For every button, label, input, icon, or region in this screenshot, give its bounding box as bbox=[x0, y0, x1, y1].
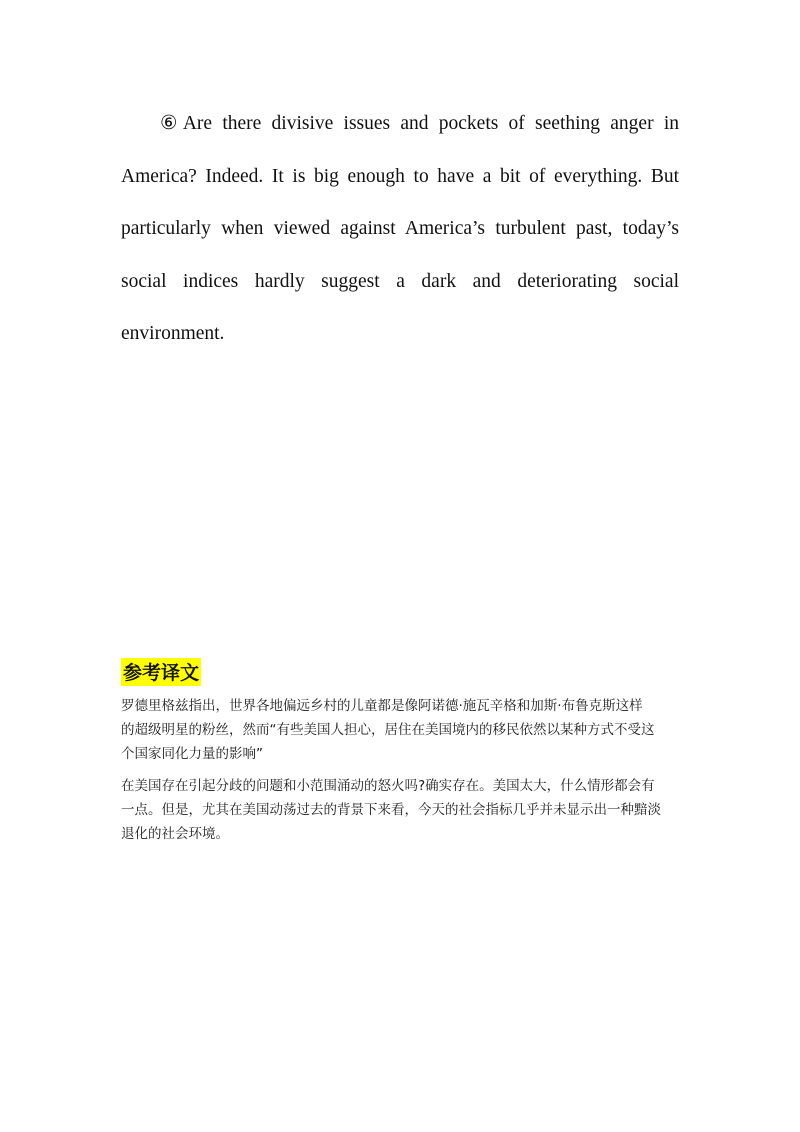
translation-paragraph-2 bbox=[121, 774, 681, 846]
translation-p2-line-1: 在美国存在引起分歧的问题和小范围涌动的怒火吗?确实存在。美国太大，什么情形都会有 bbox=[121, 778, 655, 794]
translation-p1-line-3: 个国家同化力量的影响” bbox=[121, 746, 263, 762]
english-line-1: ⑥Are there divisive issues and pockets of seething anger in bbox=[160, 113, 679, 134]
english-line-2: America? Indeed. It is big enough to have a bit of everything. But bbox=[121, 165, 679, 187]
english-line-4: social indices hardly suggest a dark and deteriorating social bbox=[121, 270, 679, 292]
translation-p1-line-2: 的超级明星的粉丝，然而“有些美国人担心，居住在美国境内的移民依然以某种方式不受这 bbox=[121, 722, 655, 738]
translation-paragraph-1 bbox=[121, 694, 681, 766]
translation-p2-line-3: 退化的社会环境。 bbox=[121, 826, 229, 842]
translation-p2-line-2: 一点。但是，尤其在美国动荡过去的背景下来看，今天的社会指标几乎并未显示出一种黯淡 bbox=[121, 802, 661, 818]
english-line-3: particularly when viewed against America’s turbulent past, today’s bbox=[121, 218, 679, 239]
translation-heading: 参考译文 bbox=[121, 658, 201, 686]
english-paragraph bbox=[121, 98, 679, 361]
english-line-5: environment. bbox=[121, 323, 225, 344]
translation-p1-line-1: 罗德里格兹指出，世界各地偏远乡村的儿童都是像阿诺德·施瓦辛格和加斯·布鲁克斯这样 bbox=[121, 698, 643, 714]
